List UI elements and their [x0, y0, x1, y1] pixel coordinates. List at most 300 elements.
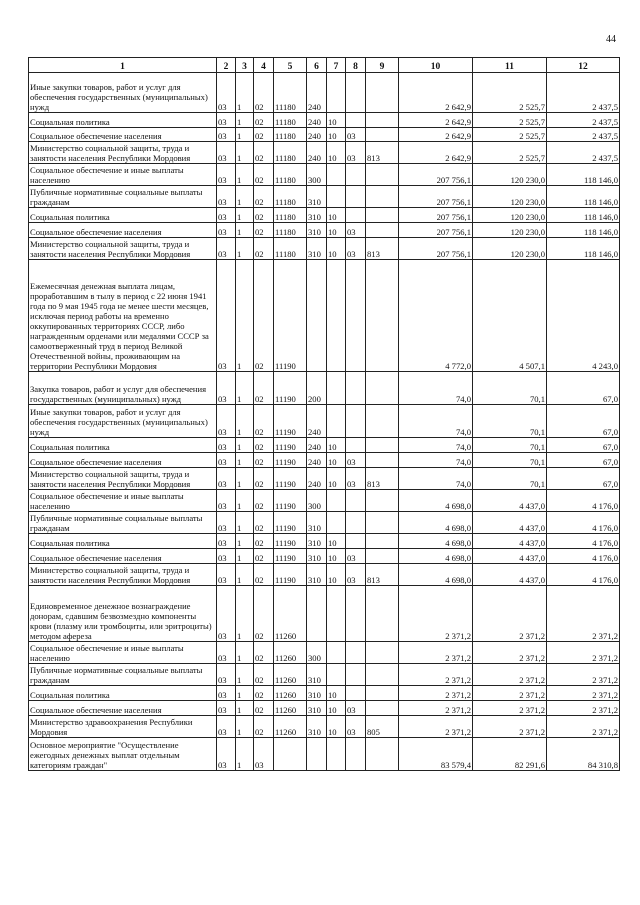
- table-row: [29, 468, 620, 490]
- subdivision-cell: [346, 260, 366, 372]
- amount-col12-cell: 4 176,0: [547, 490, 620, 512]
- column-header: 7: [327, 58, 346, 73]
- program-code-cell: 1: [236, 534, 254, 549]
- expense-type-cell: 310: [307, 701, 327, 716]
- row-name-cell: Социальное обеспечение населения: [29, 701, 217, 716]
- section-code-cell: 03: [217, 586, 236, 642]
- subdivision-cell: [346, 164, 366, 186]
- expense-type-cell: 310: [307, 716, 327, 738]
- subdivision-cell: [346, 490, 366, 512]
- column-header: 11: [473, 58, 547, 73]
- column-header: 1: [29, 58, 217, 73]
- program-code-cell: 1: [236, 586, 254, 642]
- division-cell: 10: [327, 238, 346, 260]
- ministry-code-cell: [366, 642, 399, 664]
- expense-type-cell: 240: [307, 468, 327, 490]
- ministry-code-cell: [366, 186, 399, 208]
- row-name-cell: Иные закупки товаров, работ и услуг для обеспечения государственных (муниципальных) нужд: [29, 73, 217, 113]
- amount-col11-cell: 70,1: [473, 453, 547, 468]
- column-header: 10: [399, 58, 473, 73]
- column-header: 12: [547, 58, 620, 73]
- amount-col10-cell: 74,0: [399, 468, 473, 490]
- target-article-cell: 11180: [274, 113, 307, 128]
- division-cell: [327, 664, 346, 686]
- amount-col12-cell: 2 371,2: [547, 701, 620, 716]
- subdivision-cell: 03: [346, 238, 366, 260]
- subprogram-code-cell: 02: [254, 260, 274, 372]
- row-name-cell: Социальное обеспечение населения: [29, 223, 217, 238]
- amount-col11-cell: 2 525,7: [473, 73, 547, 113]
- subdivision-cell: [346, 738, 366, 771]
- program-code-cell: 1: [236, 468, 254, 490]
- target-article-cell: 11180: [274, 128, 307, 142]
- amount-col12-cell: 2 437,5: [547, 73, 620, 113]
- table-row: [29, 512, 620, 534]
- table-row: [29, 490, 620, 512]
- amount-col10-cell: 4 698,0: [399, 549, 473, 564]
- expense-type-cell: 310: [307, 549, 327, 564]
- table-row: [29, 549, 620, 564]
- expense-type-cell: 310: [307, 238, 327, 260]
- column-header: 9: [366, 58, 399, 73]
- amount-col10-cell: 207 756,1: [399, 186, 473, 208]
- row-name-cell: Министерство здравоохранения Республики Мордовия: [29, 716, 217, 738]
- row-name-cell: Закупка товаров, работ и услуг для обеспечения государственных (муниципальных) нужд: [29, 372, 217, 405]
- amount-col10-cell: 4 698,0: [399, 490, 473, 512]
- ministry-code-cell: [366, 549, 399, 564]
- amount-col11-cell: 120 230,0: [473, 238, 547, 260]
- amount-col11-cell: 120 230,0: [473, 223, 547, 238]
- subdivision-cell: [346, 208, 366, 223]
- table-row: [29, 701, 620, 716]
- section-code-cell: 03: [217, 468, 236, 490]
- target-article-cell: 11180: [274, 186, 307, 208]
- amount-col12-cell: 2 437,5: [547, 128, 620, 142]
- table-row: [29, 260, 620, 372]
- subdivision-cell: 03: [346, 453, 366, 468]
- expense-type-cell: 200: [307, 372, 327, 405]
- column-header: 3: [236, 58, 254, 73]
- target-article-cell: 11180: [274, 73, 307, 113]
- ministry-code-cell: [366, 405, 399, 438]
- table-row: [29, 716, 620, 738]
- amount-col12-cell: 118 146,0: [547, 238, 620, 260]
- amount-col12-cell: 118 146,0: [547, 164, 620, 186]
- amount-col12-cell: 67,0: [547, 438, 620, 453]
- subdivision-cell: [346, 686, 366, 701]
- subdivision-cell: [346, 186, 366, 208]
- row-name-cell: Социальная политика: [29, 534, 217, 549]
- table-row: [29, 372, 620, 405]
- section-code-cell: 03: [217, 438, 236, 453]
- amount-col10-cell: 207 756,1: [399, 208, 473, 223]
- row-name-cell: Основное мероприятие "Осуществление ежегодных денежных выплат отдельным категориям граждан": [29, 738, 217, 771]
- amount-col11-cell: 2 525,7: [473, 128, 547, 142]
- target-article-cell: 11190: [274, 490, 307, 512]
- subprogram-code-cell: 02: [254, 238, 274, 260]
- target-article-cell: 11190: [274, 549, 307, 564]
- ministry-code-cell: 813: [366, 238, 399, 260]
- expense-type-cell: 310: [307, 186, 327, 208]
- amount-col10-cell: 74,0: [399, 438, 473, 453]
- amount-col11-cell: 2 371,2: [473, 664, 547, 686]
- subprogram-code-cell: 02: [254, 128, 274, 142]
- section-code-cell: 03: [217, 238, 236, 260]
- ministry-code-cell: [366, 372, 399, 405]
- amount-col11-cell: 2 525,7: [473, 113, 547, 128]
- amount-col10-cell: 2 642,9: [399, 142, 473, 164]
- table-row: [29, 453, 620, 468]
- program-code-cell: 1: [236, 223, 254, 238]
- amount-col12-cell: 2 371,2: [547, 686, 620, 701]
- ministry-code-cell: 813: [366, 564, 399, 586]
- expense-type-cell: 310: [307, 564, 327, 586]
- expense-type-cell: 240: [307, 453, 327, 468]
- division-cell: [327, 372, 346, 405]
- subprogram-code-cell: 02: [254, 405, 274, 438]
- ministry-code-cell: [366, 664, 399, 686]
- division-cell: [327, 642, 346, 664]
- subprogram-code-cell: 02: [254, 586, 274, 642]
- expense-type-cell: 310: [307, 664, 327, 686]
- amount-col10-cell: 74,0: [399, 453, 473, 468]
- expense-type-cell: [307, 738, 327, 771]
- row-name-cell: Публичные нормативные социальные выплаты гражданам: [29, 664, 217, 686]
- amount-col10-cell: 2 642,9: [399, 73, 473, 113]
- amount-col10-cell: 4 772,0: [399, 260, 473, 372]
- division-cell: 10: [327, 468, 346, 490]
- row-name-cell: Министерство социальной защиты, труда и занятости населения Республики Мордовия: [29, 238, 217, 260]
- division-cell: 10: [327, 686, 346, 701]
- row-name-cell: Иные закупки товаров, работ и услуг для обеспечения государственных (муниципальных) нужд: [29, 405, 217, 438]
- budget-table: [28, 57, 620, 771]
- division-cell: [327, 164, 346, 186]
- subprogram-code-cell: 02: [254, 468, 274, 490]
- subdivision-cell: [346, 113, 366, 128]
- table-row: [29, 208, 620, 223]
- section-code-cell: 03: [217, 686, 236, 701]
- target-article-cell: 11260: [274, 664, 307, 686]
- row-name-cell: Социальное обеспечение населения: [29, 128, 217, 142]
- ministry-code-cell: [366, 113, 399, 128]
- ministry-code-cell: [366, 223, 399, 238]
- program-code-cell: 1: [236, 164, 254, 186]
- column-header: 2: [217, 58, 236, 73]
- target-article-cell: 11190: [274, 534, 307, 549]
- division-cell: 10: [327, 564, 346, 586]
- ministry-code-cell: 805: [366, 716, 399, 738]
- expense-type-cell: 240: [307, 113, 327, 128]
- subprogram-code-cell: 02: [254, 512, 274, 534]
- table-row: [29, 686, 620, 701]
- division-cell: 10: [327, 701, 346, 716]
- row-name-cell: Ежемесячная денежная выплата лицам, проработавшим в тылу в период с 22 июня 1941 года по 9 мая 1945 года не менее шести месяцев, исключая период работы на временно оккупированных территориях СССР, либо награжденным орденами или медалями СССР за самоотверженный труд в период Великой Отечественной войны, проживающим на территории Республики Мордовия: [29, 260, 217, 372]
- amount-col10-cell: 4 698,0: [399, 512, 473, 534]
- section-code-cell: 03: [217, 260, 236, 372]
- section-code-cell: 03: [217, 453, 236, 468]
- ministry-code-cell: 813: [366, 142, 399, 164]
- ministry-code-cell: [366, 438, 399, 453]
- target-article-cell: 11190: [274, 260, 307, 372]
- division-cell: 10: [327, 223, 346, 238]
- amount-col10-cell: 2 642,9: [399, 128, 473, 142]
- subprogram-code-cell: 02: [254, 223, 274, 238]
- table-row: [29, 113, 620, 128]
- division-cell: 10: [327, 716, 346, 738]
- amount-col11-cell: 120 230,0: [473, 186, 547, 208]
- table-row: [29, 164, 620, 186]
- section-code-cell: 03: [217, 564, 236, 586]
- division-cell: [327, 405, 346, 438]
- amount-col11-cell: 70,1: [473, 438, 547, 453]
- amount-col11-cell: 4 437,0: [473, 534, 547, 549]
- section-code-cell: 03: [217, 534, 236, 549]
- amount-col11-cell: 4 437,0: [473, 512, 547, 534]
- amount-col12-cell: 4 176,0: [547, 534, 620, 549]
- table-row: [29, 223, 620, 238]
- subprogram-code-cell: 02: [254, 208, 274, 223]
- division-cell: 10: [327, 438, 346, 453]
- division-cell: 10: [327, 113, 346, 128]
- amount-col10-cell: 4 698,0: [399, 534, 473, 549]
- table-row: [29, 142, 620, 164]
- row-name-cell: Социальная политика: [29, 208, 217, 223]
- target-article-cell: 11260: [274, 686, 307, 701]
- amount-col11-cell: 4 507,1: [473, 260, 547, 372]
- ministry-code-cell: [366, 128, 399, 142]
- program-code-cell: 1: [236, 438, 254, 453]
- target-article-cell: 11190: [274, 453, 307, 468]
- column-header: 6: [307, 58, 327, 73]
- amount-col12-cell: 67,0: [547, 405, 620, 438]
- amount-col10-cell: 2 371,2: [399, 642, 473, 664]
- table-row: [29, 586, 620, 642]
- division-cell: 10: [327, 453, 346, 468]
- amount-col12-cell: 4 243,0: [547, 260, 620, 372]
- amount-col10-cell: 2 371,2: [399, 586, 473, 642]
- table-row: [29, 664, 620, 686]
- target-article-cell: 11180: [274, 208, 307, 223]
- row-name-cell: Социальное обеспечение и иные выплаты населению: [29, 642, 217, 664]
- division-cell: [327, 586, 346, 642]
- ministry-code-cell: [366, 701, 399, 716]
- target-article-cell: 11190: [274, 564, 307, 586]
- subdivision-cell: [346, 73, 366, 113]
- subprogram-code-cell: 02: [254, 686, 274, 701]
- row-name-cell: Социальная политика: [29, 686, 217, 701]
- target-article-cell: 11260: [274, 586, 307, 642]
- expense-type-cell: 240: [307, 405, 327, 438]
- target-article-cell: 11260: [274, 701, 307, 716]
- ministry-code-cell: 813: [366, 468, 399, 490]
- amount-col12-cell: 118 146,0: [547, 223, 620, 238]
- amount-col10-cell: 74,0: [399, 372, 473, 405]
- target-article-cell: 11180: [274, 223, 307, 238]
- ministry-code-cell: [366, 490, 399, 512]
- target-article-cell: 11190: [274, 372, 307, 405]
- subdivision-cell: 03: [346, 142, 366, 164]
- division-cell: 10: [327, 208, 346, 223]
- amount-col12-cell: 67,0: [547, 372, 620, 405]
- subdivision-cell: 03: [346, 564, 366, 586]
- table-row: [29, 128, 620, 142]
- section-code-cell: 03: [217, 73, 236, 113]
- section-code-cell: 03: [217, 128, 236, 142]
- expense-type-cell: 300: [307, 164, 327, 186]
- table-row: [29, 738, 620, 771]
- amount-col12-cell: 4 176,0: [547, 564, 620, 586]
- amount-col10-cell: 207 756,1: [399, 223, 473, 238]
- amount-col12-cell: 2 371,2: [547, 586, 620, 642]
- subdivision-cell: [346, 586, 366, 642]
- target-article-cell: 11260: [274, 642, 307, 664]
- ministry-code-cell: [366, 586, 399, 642]
- program-code-cell: 1: [236, 372, 254, 405]
- section-code-cell: 03: [217, 490, 236, 512]
- section-code-cell: 03: [217, 642, 236, 664]
- program-code-cell: 1: [236, 549, 254, 564]
- amount-col12-cell: 2 437,5: [547, 142, 620, 164]
- amount-col10-cell: 2 642,9: [399, 113, 473, 128]
- subprogram-code-cell: 02: [254, 438, 274, 453]
- row-name-cell: Министерство социальной защиты, труда и занятости населения Республики Мордовия: [29, 564, 217, 586]
- section-code-cell: 03: [217, 664, 236, 686]
- program-code-cell: 1: [236, 260, 254, 372]
- target-article-cell: 11260: [274, 716, 307, 738]
- target-article-cell: 11180: [274, 142, 307, 164]
- subprogram-code-cell: 02: [254, 453, 274, 468]
- amount-col11-cell: 2 371,2: [473, 642, 547, 664]
- program-code-cell: 1: [236, 453, 254, 468]
- division-cell: 10: [327, 128, 346, 142]
- row-name-cell: Социальное обеспечение и иные выплаты населению: [29, 164, 217, 186]
- amount-col12-cell: 2 437,5: [547, 113, 620, 128]
- table-body: [29, 73, 620, 771]
- ministry-code-cell: [366, 512, 399, 534]
- program-code-cell: 1: [236, 186, 254, 208]
- amount-col12-cell: 67,0: [547, 453, 620, 468]
- section-code-cell: 03: [217, 164, 236, 186]
- ministry-code-cell: [366, 73, 399, 113]
- expense-type-cell: 310: [307, 686, 327, 701]
- subprogram-code-cell: 02: [254, 142, 274, 164]
- amount-col11-cell: 2 371,2: [473, 686, 547, 701]
- expense-type-cell: 300: [307, 490, 327, 512]
- division-cell: [327, 490, 346, 512]
- target-article-cell: 11180: [274, 164, 307, 186]
- ministry-code-cell: [366, 686, 399, 701]
- subprogram-code-cell: 02: [254, 564, 274, 586]
- amount-col11-cell: 120 230,0: [473, 164, 547, 186]
- row-name-cell: Социальное обеспечение и иные выплаты населению: [29, 490, 217, 512]
- subdivision-cell: [346, 512, 366, 534]
- subprogram-code-cell: 02: [254, 642, 274, 664]
- amount-col11-cell: 4 437,0: [473, 490, 547, 512]
- section-code-cell: 03: [217, 223, 236, 238]
- subprogram-code-cell: 02: [254, 164, 274, 186]
- subprogram-code-cell: 02: [254, 701, 274, 716]
- section-code-cell: 03: [217, 142, 236, 164]
- division-cell: 10: [327, 142, 346, 164]
- amount-col10-cell: 2 371,2: [399, 716, 473, 738]
- subdivision-cell: [346, 664, 366, 686]
- program-code-cell: 1: [236, 208, 254, 223]
- section-code-cell: 03: [217, 512, 236, 534]
- program-code-cell: 1: [236, 701, 254, 716]
- program-code-cell: 1: [236, 142, 254, 164]
- amount-col12-cell: 4 176,0: [547, 549, 620, 564]
- amount-col11-cell: 4 437,0: [473, 549, 547, 564]
- amount-col10-cell: 2 371,2: [399, 664, 473, 686]
- amount-col12-cell: 2 371,2: [547, 664, 620, 686]
- target-article-cell: [274, 738, 307, 771]
- amount-col11-cell: 70,1: [473, 468, 547, 490]
- subdivision-cell: [346, 372, 366, 405]
- subdivision-cell: 03: [346, 223, 366, 238]
- amount-col12-cell: 84 310,8: [547, 738, 620, 771]
- target-article-cell: 11190: [274, 468, 307, 490]
- table-row: [29, 405, 620, 438]
- subprogram-code-cell: 02: [254, 534, 274, 549]
- ministry-code-cell: [366, 260, 399, 372]
- target-article-cell: 11190: [274, 512, 307, 534]
- ministry-code-cell: [366, 738, 399, 771]
- expense-type-cell: 300: [307, 642, 327, 664]
- amount-col11-cell: 70,1: [473, 405, 547, 438]
- amount-col12-cell: 118 146,0: [547, 208, 620, 223]
- division-cell: [327, 738, 346, 771]
- program-code-cell: 1: [236, 490, 254, 512]
- program-code-cell: 1: [236, 238, 254, 260]
- expense-type-cell: [307, 260, 327, 372]
- section-code-cell: 03: [217, 372, 236, 405]
- amount-col11-cell: 2 371,2: [473, 701, 547, 716]
- subdivision-cell: [346, 642, 366, 664]
- division-cell: 10: [327, 534, 346, 549]
- table-row: [29, 534, 620, 549]
- subdivision-cell: [346, 534, 366, 549]
- expense-type-cell: 240: [307, 128, 327, 142]
- table-row: [29, 438, 620, 453]
- subdivision-cell: 03: [346, 128, 366, 142]
- target-article-cell: 11180: [274, 238, 307, 260]
- expense-type-cell: 310: [307, 512, 327, 534]
- amount-col11-cell: 2 525,7: [473, 142, 547, 164]
- section-code-cell: 03: [217, 405, 236, 438]
- amount-col11-cell: 120 230,0: [473, 208, 547, 223]
- program-code-cell: 1: [236, 73, 254, 113]
- ministry-code-cell: [366, 164, 399, 186]
- division-cell: [327, 512, 346, 534]
- program-code-cell: 1: [236, 738, 254, 771]
- section-code-cell: 03: [217, 113, 236, 128]
- amount-col10-cell: 83 579,4: [399, 738, 473, 771]
- amount-col11-cell: 2 371,2: [473, 716, 547, 738]
- subprogram-code-cell: 02: [254, 186, 274, 208]
- table-header-row: [29, 58, 620, 73]
- program-code-cell: 1: [236, 113, 254, 128]
- subprogram-code-cell: 02: [254, 716, 274, 738]
- amount-col10-cell: 207 756,1: [399, 164, 473, 186]
- amount-col12-cell: 2 371,2: [547, 716, 620, 738]
- amount-col11-cell: 70,1: [473, 372, 547, 405]
- table-row: [29, 73, 620, 113]
- program-code-cell: 1: [236, 716, 254, 738]
- program-code-cell: 1: [236, 512, 254, 534]
- section-code-cell: 03: [217, 716, 236, 738]
- subprogram-code-cell: 02: [254, 549, 274, 564]
- amount-col12-cell: 2 371,2: [547, 642, 620, 664]
